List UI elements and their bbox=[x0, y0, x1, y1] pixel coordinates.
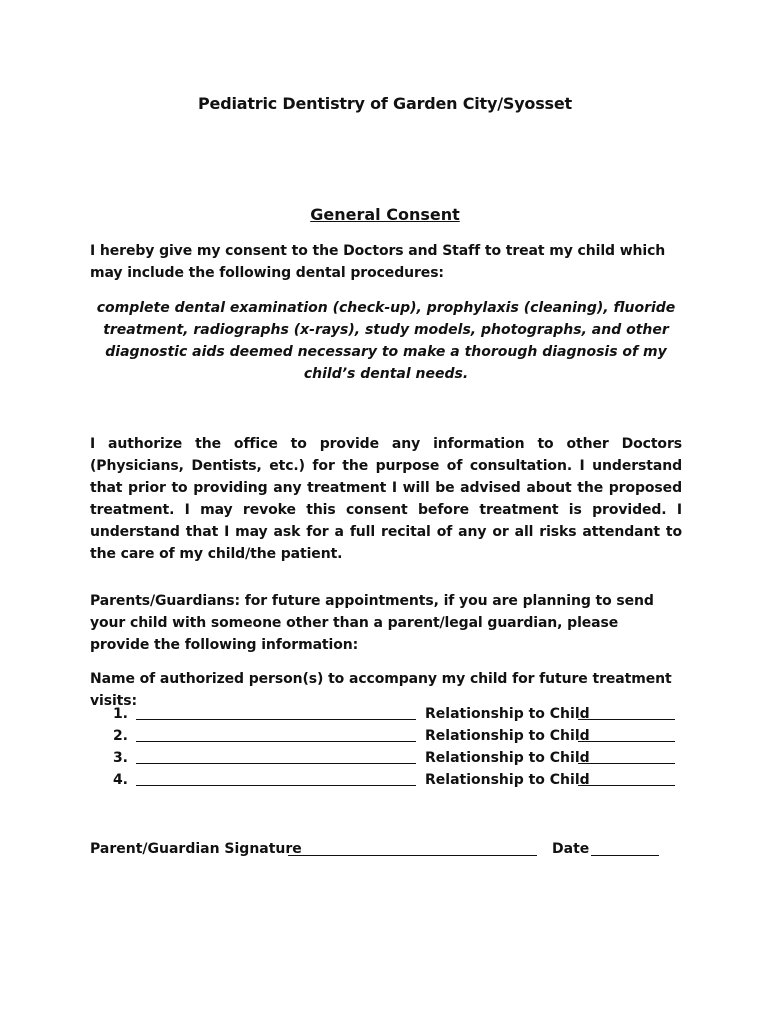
authorized-person-row bbox=[110, 769, 690, 791]
practice-name-title: Pediatric Dentistry of Garden City/Syosset bbox=[198, 94, 572, 113]
row-number: 1. bbox=[112, 706, 128, 722]
row-number: 4. bbox=[112, 772, 128, 788]
signature-line[interactable] bbox=[288, 855, 537, 856]
general-consent-heading: General Consent bbox=[310, 205, 460, 224]
authorized-name-line[interactable] bbox=[136, 763, 416, 764]
authorized-name-line[interactable] bbox=[136, 719, 416, 720]
authorized-person-row bbox=[110, 703, 690, 725]
row-number: 3. bbox=[112, 750, 128, 766]
relationship-line[interactable] bbox=[578, 741, 675, 742]
authorized-person-row bbox=[110, 725, 690, 747]
relationship-label: Relationship to Child bbox=[425, 772, 590, 788]
signature-section bbox=[90, 838, 690, 862]
relationship-label: Relationship to Child bbox=[425, 750, 590, 766]
row-number: 2. bbox=[112, 728, 128, 744]
authorized-name-line[interactable] bbox=[136, 741, 416, 742]
procedures-list-paragraph: complete dental examination (check-up), prophylaxis (cleaning), fluoride treatment, radiographs (x-rays), study models, photographs, and other diagnostic aids deemed necessary to make a thorough diagnosis of my child’s dental needs. bbox=[96, 300, 676, 382]
relationship-line[interactable] bbox=[578, 785, 675, 786]
date-line[interactable] bbox=[591, 855, 659, 856]
authorized-persons-list bbox=[110, 703, 690, 791]
authorized-persons-prompt: Name of authorized person(s) to accompany my child for future treatment visits: bbox=[90, 671, 672, 709]
authorized-person-row bbox=[110, 747, 690, 769]
authorization-paragraph: I authorize the office to provide any information to other Doctors (Physicians, Dentists, etc.) for the purpose of consultation. I understand that prior to providing any treatment I will be advised about the proposed treatment. I may revoke this consent before treatment is provided. I understand that I may ask for a full recital of any or all risks attendant to the care of my child/the patient. bbox=[90, 436, 682, 562]
relationship-label: Relationship to Child bbox=[425, 706, 590, 722]
signature-label: Parent/Guardian Signature bbox=[90, 841, 302, 857]
guardians-note-paragraph: Parents/Guardians: for future appointments, if you are planning to send your child with someone other than a parent/legal guardian, please provide the following information: bbox=[90, 593, 654, 653]
relationship-line[interactable] bbox=[578, 763, 675, 764]
authorized-name-line[interactable] bbox=[136, 785, 416, 786]
relationship-line[interactable] bbox=[578, 719, 675, 720]
consent-intro-paragraph: I hereby give my consent to the Doctors and Staff to treat my child which may include the following dental procedures: bbox=[90, 243, 666, 281]
relationship-label: Relationship to Child bbox=[425, 728, 590, 744]
date-label: Date bbox=[552, 841, 590, 857]
